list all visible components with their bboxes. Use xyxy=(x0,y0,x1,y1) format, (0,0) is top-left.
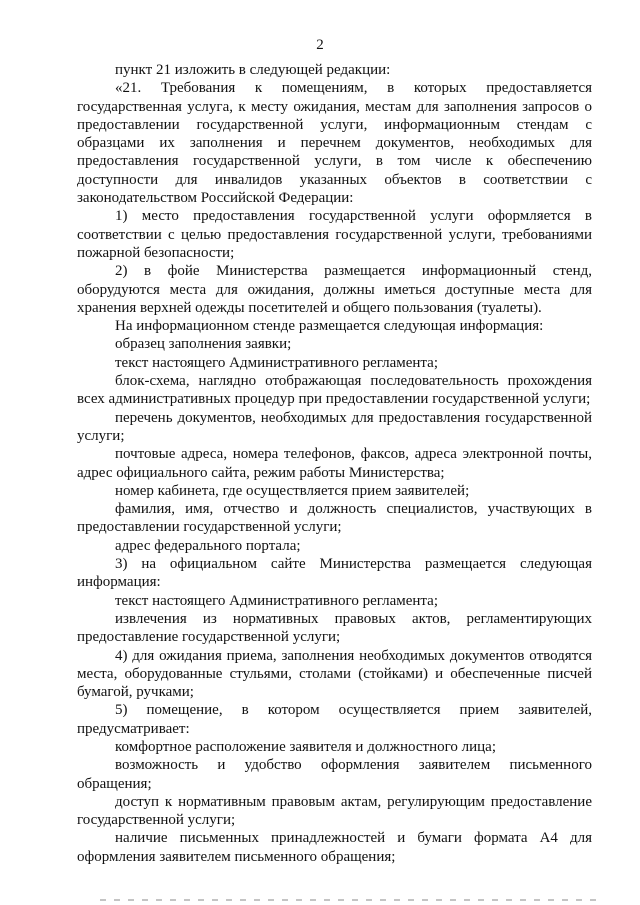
document-body xyxy=(77,61,592,866)
paragraph: «21. Требования к помещениям, в которых предоставляется государственная услуга, к месту ожидания, местам для заполнения запросов о предоставлении государственной услуги, информационным стендам с образцами их заполнения и перечнем документов, необходимых для предоставления государственной услуги, в том числе к обеспечению доступности для инвалидов указанных объектов в соответствии с законодательством Российской Федерации: xyxy=(77,80,592,207)
scan-edge-mark xyxy=(100,899,600,901)
paragraph: текст настоящего Административного регламента; xyxy=(115,592,438,609)
paragraph: пункт 21 изложить в следующей редакции: xyxy=(115,62,391,78)
paragraph: перечень документов, необходимых для предоставления государственной услуги; xyxy=(77,409,592,444)
paragraph: наличие письменных принадлежностей и бумаги формата А4 для оформления заявителем письменного обращения; xyxy=(77,830,592,865)
page-number: 2 xyxy=(316,37,324,53)
paragraph: образец заполнения заявки; xyxy=(115,336,292,353)
paragraph: фамилия, имя, отчество и должность специалистов, участвующих в предоставлении государственной услуги; xyxy=(77,501,592,536)
paragraph: доступ к нормативным правовым актам, регулирующим предоставление государственной услуги; xyxy=(77,793,592,829)
paragraph: 5) помещение, в котором осуществляется прием заявителей, предусматривает: xyxy=(77,702,592,737)
paragraph: почтовые адреса, номера телефонов, факсов, адреса электронной почты, адрес официального сайта, режим работы Министерства; xyxy=(77,446,592,481)
paragraph: На информационном стенде размещается следующая информация: xyxy=(115,318,544,335)
paragraph: номер кабинета, где осуществляется прием заявителей; xyxy=(115,482,470,499)
paragraph: возможность и удобство оформления заявителем письменного обращения; xyxy=(77,757,592,792)
paragraph: извлечения из нормативных правовых актов, регламентирующих предоставление государственной услуги; xyxy=(77,610,592,646)
paragraph: комфортное расположение заявителя и должностного лица; xyxy=(115,738,497,755)
paragraph: 1) место предоставления государственной услуги оформляется в соответствии с целью предоставления государственной услуги, требованиями пожарной безопасности; xyxy=(77,208,592,261)
paragraph: блок-схема, наглядно отображающая последовательность прохождения всех административных процедур при предоставлении государственной услуги; xyxy=(77,373,592,408)
paragraph: адрес федерального портала; xyxy=(115,537,301,554)
paragraph: текст настоящего Административного регламента; xyxy=(115,354,438,371)
paragraph: 3) на официальном сайте Министерства размещается следующая информация: xyxy=(77,556,592,591)
paragraph: 2) в фойе Министерства размещается информационный стенд, оборудуются места для ожидания, должны иметься доступные места для хранения верхней одежды посетителей и общего пользования (туалеты). xyxy=(77,263,592,316)
paragraph: 4) для ожидания приема, заполнения необходимых документов отводятся места, оборудованные стульями, столами (стойками) и обеспеченные писчей бумагой, ручками; xyxy=(77,647,592,701)
